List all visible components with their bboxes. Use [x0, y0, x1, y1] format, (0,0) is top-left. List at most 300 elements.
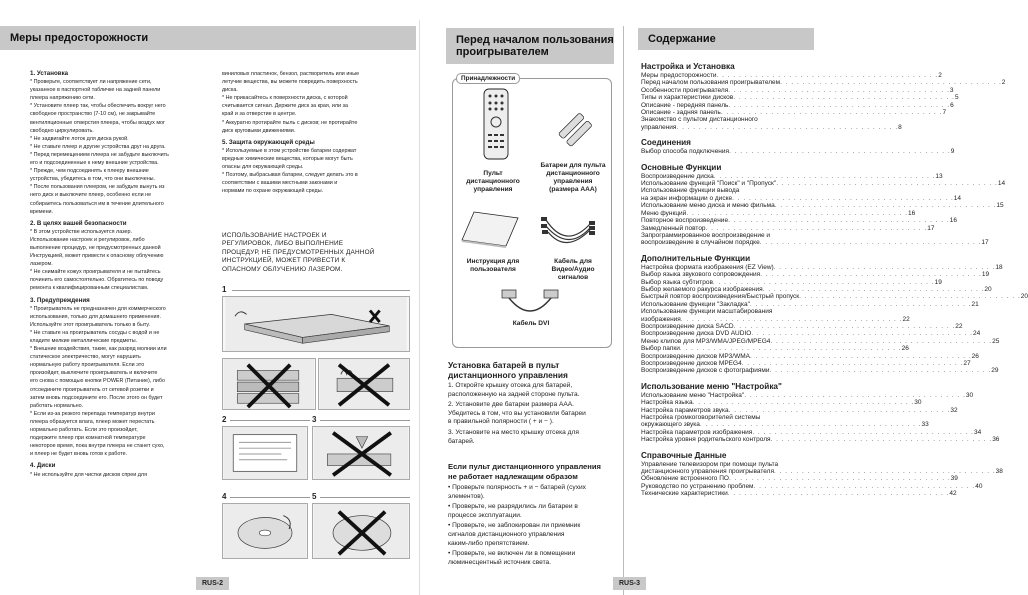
- toc-section-heading: Дополнительные Функции: [641, 253, 751, 263]
- text-line: опасны для окружающей среды.: [222, 164, 304, 171]
- toc-entry-dots: . . . . . . . . . . . . . . . . . . . . . . . . . . . . . . . . . . . . . . . .: [741, 360, 964, 367]
- toc-entry-dots: . . . . . . . . . . . . . . . . . . . . . . . . . . . . . . . . . . . . . . . .: [705, 224, 928, 232]
- toc-entry[interactable]: [641, 116, 811, 123]
- text-line: указанное в паспортной табличке на задней панели: [30, 87, 161, 94]
- toc-entry-title: Меню функций: [641, 209, 687, 217]
- trouble-line: люминесцентный источник света.: [448, 558, 552, 566]
- text-line: плеера образуется влага, плеер может перестать: [30, 418, 155, 425]
- acc-remote-l1: Пульт: [483, 170, 503, 177]
- toc-entry[interactable]: [641, 414, 811, 421]
- warning-line: ПРОЦЕДУР, НЕ ПРЕДУСМОТРЕННЫХ ДАННОЙ: [222, 248, 375, 256]
- text-line: нормально работать. Если это произойдет,: [30, 427, 138, 434]
- toc-entry-dots: . . . . . . . . . . . . . . . . . . . . . . . . . . . . . . . . . . . . . . . .: [762, 285, 985, 293]
- toc-entry[interactable]: [641, 209, 916, 217]
- toc-entry-title: Перед началом пользования проигрывателем: [641, 79, 781, 87]
- toc-entry[interactable]: [641, 421, 929, 429]
- toc-entry[interactable]: [641, 202, 1004, 210]
- figure-5-cleaning-illustration: [312, 503, 410, 559]
- toc-entry-dots: . . . . . . . . . . . . . . . . . . . . . . . . . . . . . . . . . . . . . . . .: [749, 300, 972, 308]
- toc-entry[interactable]: [641, 86, 954, 94]
- toc-entry-title: Настройка параметров изображения: [641, 428, 753, 436]
- toc-entry-page: 22: [902, 315, 910, 323]
- toc-entry-page: 39: [950, 475, 958, 483]
- toc-entry[interactable]: [641, 360, 971, 367]
- toc-entry-dots: . . . . . . . . . . . . . . . . . . . . . . . . . . . . . . . . . . . . . . . .: [728, 217, 950, 225]
- accessory-dvi-label: [492, 320, 570, 328]
- middle-title-line-1: Перед началом пользования: [456, 34, 614, 46]
- toc-entry-page: 14: [997, 180, 1006, 188]
- text-line: Используйте этот проигрыватель только в быту.: [30, 321, 151, 328]
- toc-entry[interactable]: [641, 293, 1028, 301]
- toc-entry-title: Воспроизведение диска DVD AUDIO: [641, 330, 752, 338]
- toc-entry-title: Настройка уровня родительского контроля: [641, 436, 771, 444]
- toc-entry-dots: . . . . . . . . . . . . . . . . . . . . . . . . . . . . . . . . . . . . . . . .: [774, 202, 997, 210]
- figure-1-rule: [232, 290, 410, 291]
- toc-entry-title: Воспроизведение диска SACD: [641, 322, 734, 330]
- text-line: его и подсоединенные к нему внешние устройства.: [30, 160, 159, 167]
- toc-entry-page: 16: [908, 209, 916, 217]
- user-manual-image: [460, 210, 520, 248]
- toc-entry-page: 30: [914, 399, 922, 407]
- toc-entry-page: 5: [954, 94, 959, 102]
- toc-entry-dots: . . . . . . . . . . . . . . . . . . . . . . . . . . . . . . . . . . . . . . . .: [770, 436, 993, 444]
- toc-entry-dots: . . . . . . . . . . . . . . . . . . . . . . . . . . . . . . . . . . . . . . . .: [733, 322, 956, 330]
- toc-entry-title: Знакомство с пультом дистанционного: [641, 116, 758, 124]
- toc-entry-title: Замедленный повтор: [641, 224, 706, 232]
- toc-entry-title: Выбор желаемого ракурса изображения: [641, 285, 763, 293]
- battery-install-title: [448, 360, 616, 380]
- toc-section-heading: Использование меню "Настройка": [641, 381, 782, 391]
- trouble-line: • Проверьте, не включен ли в помещении: [448, 550, 576, 558]
- text-line: * Установите плеер так, чтобы обеспечить вокруг него: [30, 103, 166, 110]
- text-line: диск круговыми движениями.: [222, 127, 296, 134]
- text-line: лазером.: [30, 261, 53, 268]
- toc-entry-page: 15: [996, 202, 1004, 210]
- text-line: Использование настроек и регулировок, либо: [30, 236, 145, 243]
- text-line: подержите плеер при комнатной температуре: [30, 435, 146, 442]
- figure-5-number: 5: [312, 492, 317, 501]
- text-line: считывается сигнал. Держите диск за края, или за: [222, 103, 348, 110]
- toc-entry-title: Воспроизведение дисков MPEG4: [641, 360, 742, 367]
- toc-entry-title: окружающего звука: [641, 421, 700, 429]
- step-line: Убедитесь в том, что вы установили батареи: [448, 409, 586, 417]
- step-line: 3. Установите на место крышку отсека для: [448, 428, 579, 436]
- figure-2-number: 2: [222, 415, 227, 424]
- laser-warning: [222, 232, 412, 274]
- figure-stack-illustration: [222, 358, 316, 410]
- toc-entry-title: Выбор способа подключения: [641, 148, 730, 156]
- toc-entry-page: 17: [927, 224, 935, 232]
- toc-entry-dots: . . . . . . . . . . . . . . . . . . . . . . . . . . . . . . . . . . . . . . . .: [676, 123, 899, 131]
- toc-entry-dots: . . . . . . . . . . . . . . . . . . . . . . . . . . . . . . . . . . . . . . . .: [780, 79, 1002, 87]
- toc-entry[interactable]: [641, 490, 957, 498]
- toc-entry-page: 6: [950, 101, 954, 109]
- text-line: * Используемые в этом устройстве батареи содержат: [222, 147, 357, 154]
- toc-entry-page: 36: [992, 436, 1000, 444]
- text-line: * Перед перемещением плеера не забудьте выключить: [30, 151, 169, 158]
- trouble-title-l1: Если пульт дистанционного управления: [448, 462, 601, 471]
- figure-5-rule: [320, 497, 410, 498]
- text-line: вентиляционные отверстия плеера, чтобы воздух мог: [30, 119, 166, 126]
- text-line: Инструкцией, может привести к опасному облучению: [30, 253, 164, 260]
- text-line: * Поэтому, выбрасывая батареи, следует делать это в: [222, 172, 358, 179]
- dvi-cable-image: [500, 286, 560, 316]
- toc-entry-page: 13: [935, 172, 943, 180]
- acc-bat-l4: (размера AAA): [549, 186, 597, 193]
- text-line: и плеер не будет вновь готов к работе.: [30, 451, 128, 458]
- toc-entry-title: Использование меню "Настройка": [641, 391, 745, 399]
- toc-entry[interactable]: [641, 148, 955, 156]
- toc-entry[interactable]: [641, 315, 910, 323]
- trouble-line: процессе эксплуатации.: [448, 511, 522, 519]
- text-line: край и за отверстие в центре.: [222, 111, 297, 118]
- text-line: * Внешние воздействия, такие, как разряд молнии или: [30, 346, 167, 353]
- toc-entry-dots: . . . . . . . . . . . . . . . . . . . . . . . . . . . . . . . . . . . . . . . .: [776, 180, 998, 188]
- trouble-item: [448, 503, 618, 520]
- figure-2-label-illustration: [222, 426, 308, 480]
- acc-bat-l2: дистанционного: [546, 170, 600, 177]
- remote-control-image: [480, 88, 512, 160]
- toc-entry[interactable]: [641, 278, 942, 286]
- toc-entry[interactable]: [641, 224, 935, 232]
- toc-entry-title: Меры предосторожности: [641, 72, 717, 79]
- trouble-title-l2: не работает надлежащим образом: [448, 472, 578, 481]
- toc-entry-title: Настройка формата изображения (EZ View): [641, 263, 774, 271]
- battery-step: [448, 382, 616, 399]
- toc-entry-title: Выбор языка субтитров: [641, 278, 713, 286]
- av-cable-image: [540, 212, 596, 252]
- acc-bat-l1: Батареи для пульта: [540, 162, 606, 169]
- text-line: устройства, убедитесь в том, что они выключены.: [30, 176, 156, 183]
- accessory-av-cable-label: [534, 258, 612, 282]
- trouble-line: • Проверьте, не заблокирован ли приемник: [448, 522, 581, 530]
- toc-entry-page: 20: [984, 285, 992, 293]
- toc-entry[interactable]: [641, 94, 959, 102]
- toc-entry-page: 34: [973, 428, 982, 436]
- remote-trouble-title: [448, 462, 618, 482]
- warning-line: ИНСТРУКЦИЕЙ, МОЖЕТ ПРИВЕСТИ К: [222, 257, 346, 265]
- toc-entry-title: Быстрый повтор воспроизведения/Быстрый пропуск: [641, 293, 800, 301]
- step-line: 2. Установите две батареи размера ААА.: [448, 401, 574, 409]
- toc-entry-title: Особенности проигрывателя: [641, 86, 729, 94]
- text-line: починить его самостоятельно. Обратитесь по поводу: [30, 277, 164, 284]
- toc-entry-title: Использование функции "Закладка": [641, 300, 750, 308]
- toc-entry-dots: . . . . . . . . . . . . . . . . . . . . . . . . . . . . . . . . . . . . . . . .: [769, 367, 992, 375]
- text-line: диска.: [222, 87, 238, 94]
- toc-entry[interactable]: [641, 79, 1006, 87]
- toc-entry-page: 38: [995, 468, 1003, 476]
- toc-entry-page: 2: [1001, 79, 1006, 87]
- toc-entry-page: 17: [981, 239, 989, 247]
- toc-entry-title: Типы и характеристики дисков: [641, 94, 734, 102]
- acc-av-l1: Кабель для: [554, 258, 592, 265]
- column-divider: [623, 26, 624, 595]
- toc-entry[interactable]: [641, 109, 947, 117]
- toc-section-heading: Справочные Данные: [641, 450, 727, 460]
- toc-entry-page: 19: [981, 271, 990, 279]
- toc-entry-page: 18: [995, 263, 1003, 271]
- acc-man-l1: Инструкция для: [466, 258, 520, 265]
- toc-entry-dots: . . . . . . . . . . . . . . . . . . . . . . . . . . . . . . . . . . . . . . . .: [753, 482, 976, 490]
- toc-entry-dots: . . . . . . . . . . . . . . . . . . . . . . . . . . . . . . . . . . . . . . . .: [712, 278, 935, 286]
- figure-heat-illustration: [318, 358, 410, 410]
- accessory-manual-label: [454, 258, 532, 274]
- toc-entry-title: Настройка языка: [641, 399, 693, 407]
- toc-entry-page: 24: [972, 330, 981, 338]
- toc-entry-dots: . . . . . . . . . . . . . . . . . . . . . . . . . . . . . . . . . . . . . . . .: [744, 391, 966, 399]
- left-page-number: RUS-2: [196, 577, 229, 590]
- accessories-tab-label: Принадлежности: [461, 75, 516, 82]
- text-line: * Не используйте для чистки дисков спреи для: [30, 471, 147, 478]
- middle-header: [446, 28, 614, 64]
- precautions-column-2: [222, 70, 412, 195]
- toc-entry-page: 33: [921, 421, 929, 429]
- text-line: статическое электричество, могут нарушить: [30, 354, 141, 361]
- toc-entry-dots: . . . . . . . . . . . . . . . . . . . . . . . . . . . . . . . . . . . . . . . .: [770, 337, 993, 345]
- toc-entry-title: Воспроизведение дисков MP3/WMA: [641, 352, 750, 360]
- acc-remote-l2: дистанционного: [466, 178, 520, 185]
- toc-entry-dots: . . . . . . . . . . . . . . . . . . . . . . . . . . . . . . . . . . . . . . . .: [727, 490, 950, 498]
- text-line: * Аккуратно протирайте пыль с дисков; не протирайте: [222, 119, 358, 126]
- toc-entry[interactable]: [641, 101, 954, 109]
- step-line: в правильной полярности ( + и − ).: [448, 418, 554, 426]
- toc-entry-title: изображения: [641, 315, 681, 323]
- figure-4-number: 4: [222, 492, 227, 501]
- toc-entry[interactable]: [641, 367, 999, 375]
- toc-entry[interactable]: [641, 308, 811, 315]
- text-line: * Если из-за резкого перепада температур внутри: [30, 410, 155, 417]
- toc-entry-page: 14: [953, 194, 962, 202]
- toc-entry-title: Использование функций "Поиск" и "Пропуск": [641, 180, 777, 188]
- toc-entry-page: 8: [898, 123, 902, 131]
- toc-entry[interactable]: [641, 263, 1003, 271]
- toc-entry[interactable]: [641, 187, 811, 194]
- toc-entry-title: Руководство по устранению проблем: [641, 482, 754, 490]
- toc-entry-page: 20: [1020, 293, 1028, 301]
- toc-entry-dots: . . . . . . . . . . . . . . . . . . . . . . . . . . . . . . . . . . . . . . . .: [728, 101, 951, 109]
- text-line: затем вновь подсоедините его. После этого он будет: [30, 394, 163, 401]
- section-title: 3. Предупреждения: [30, 296, 90, 304]
- toc-entry-title: Использование функции масштабирования: [641, 308, 773, 316]
- text-line: виниловых пластинок, бензол, растворитель или иные: [222, 71, 360, 77]
- toc-entry[interactable]: [641, 482, 983, 490]
- text-line: * Прежде, чем подсоединять к плееру внешние: [30, 168, 149, 175]
- toc-entry-dots: . . . . . . . . . . . . . . . . . . . . . . . . . . . . . . . . . . . . . . . .: [732, 194, 954, 202]
- toc-entry-title: Запрограммированное воспроизведение и: [641, 231, 771, 239]
- battery-step: [448, 429, 616, 446]
- text-line: соответствии с вашими местными законами и: [222, 180, 338, 187]
- trouble-line: сигналов дистанционного управления: [448, 530, 565, 538]
- text-line: его снова с помощью кнопки POWER (Питание), либо: [30, 378, 165, 385]
- left-page-header: [0, 26, 416, 50]
- precautions-column-1: [30, 70, 220, 479]
- toc-entry-page: 32: [950, 406, 958, 414]
- table-of-contents: [641, 62, 1028, 498]
- text-line: выполнение процедур, не предусмотренных данной: [30, 244, 161, 251]
- toc-entry-title: Повторное воспроизведение: [641, 217, 729, 225]
- text-line: летучие вещества, вы можете повредить поверхность: [222, 79, 358, 86]
- toc-entry-title: Описание - задняя панель: [641, 109, 721, 117]
- toc-entry-dots: . . . . . . . . . . . . . . . . . . . . . . . . . . . . . . . . . . . . . . . .: [733, 94, 955, 102]
- toc-entry-dots: . . . . . . . . . . . . . . . . . . . . . . . . . . . . . . . . . . . . . . . .: [752, 428, 974, 436]
- step-line: расположенную на задней стороне пульта.: [448, 390, 580, 398]
- toc-entry-dots: . . . . . . . . . . . . . . . . . . . . . . . . . . . . . . . . . . . . . . . .: [728, 86, 950, 94]
- trouble-item: [448, 550, 618, 567]
- toc-entry[interactable]: [641, 172, 943, 180]
- text-line: свободно циркулировать.: [30, 127, 94, 134]
- accessories-tab: [456, 73, 520, 84]
- accessory-remote-label: [456, 170, 530, 194]
- toc-entry-dots: . . . . . . . . . . . . . . . . . . . . . . . . . . . . . . . . . . . . . . . .: [686, 209, 908, 217]
- toc-entry-title: Описание - передняя панель: [641, 101, 729, 109]
- toc-entry-page: 9: [950, 148, 955, 156]
- section-title: 4. Диски: [30, 462, 56, 470]
- toc-entry-page: 19: [934, 278, 942, 286]
- toc-entry-title: Обновление встроенного ПО: [641, 475, 729, 483]
- text-line: собираетесь пользоваться им в течение длительного: [30, 200, 164, 207]
- trouble-item: [448, 522, 618, 548]
- toc-entry-title: Выбор папки: [641, 345, 680, 353]
- toc-entry-title: Технические характеристики: [641, 490, 728, 498]
- middle-title-line-2: проигрывателем: [456, 46, 549, 58]
- toc-entry[interactable]: [641, 239, 989, 247]
- trouble-line: • Проверьте полярность + и − батарей (сухих: [448, 484, 586, 491]
- section-title: 1. Установка: [30, 70, 69, 77]
- toc-entry[interactable]: [641, 180, 1006, 188]
- toc-entry-page: 30: [965, 391, 974, 399]
- toc-entry[interactable]: [641, 406, 958, 414]
- toc-entry[interactable]: [641, 72, 942, 79]
- toc-entry-page: 7: [942, 109, 947, 117]
- text-line: нормами по охране окружающей среды.: [222, 188, 324, 195]
- toc-entry-dots: . . . . . . . . . . . . . . . . . . . . . . . . . . . . . . . . . . . . . . . .: [749, 352, 972, 360]
- toc-entry-page: 26: [901, 345, 909, 353]
- text-line: нормальную работу проигрывателя. Если это: [30, 362, 145, 369]
- bat-title-l1: Установка батарей в пульт: [448, 360, 560, 370]
- toc-entry-title: управления: [641, 123, 677, 131]
- figure-1-placement-illustration: [222, 296, 410, 352]
- text-line: произойдет, выключите проигрыватель и включите: [30, 370, 158, 377]
- toc-section-heading: Настройка и Установка: [641, 62, 735, 71]
- toc-entry[interactable]: [641, 322, 963, 330]
- text-line: * Не прикасайтесь к поверхности диска, с которой: [222, 95, 348, 102]
- toc-entry[interactable]: [641, 194, 962, 202]
- text-line: некоторое время, пока внутри плеера не станет сухо,: [30, 443, 165, 450]
- toc-entry-page: 42: [949, 490, 957, 498]
- toc-entry-dots: . . . . . . . . . . . . . . . . . . . . . . . . . . . . . . . . . . . . . . . .: [716, 72, 939, 79]
- figure-3-water-illustration: [312, 426, 410, 480]
- toc-entry-page: 3: [949, 86, 954, 94]
- section-title: 5. Защита окружающей среды: [222, 138, 315, 146]
- toc-entry-title: Воспроизведение диска: [641, 172, 714, 180]
- toc-entry-title: Управление телевизором при помощи пульта: [641, 460, 779, 468]
- toc-entry[interactable]: [641, 475, 958, 483]
- toc-entry[interactable]: [641, 461, 811, 468]
- figure-3-rule: [320, 420, 410, 421]
- toc-entry-title: Настройка параметров звука: [641, 406, 729, 414]
- toc-entry-title: на экран информации о диске: [641, 194, 733, 202]
- acc-av-l3: сигналов: [557, 274, 589, 281]
- text-line: свободное пространство (7-10 см), не закрывайте: [30, 111, 156, 118]
- figure-1-number: 1: [222, 285, 227, 294]
- warning-line: РЕГУЛИРОВОК, ЛИБО ВЫПОЛНЕНИЕ: [222, 240, 344, 248]
- acc-bat-l3: управления: [553, 178, 593, 185]
- toc-entry-title: воспроизведение в случайном порядке: [641, 239, 760, 247]
- toc-entry-page: 26: [971, 352, 979, 360]
- battery-step: [448, 401, 616, 427]
- toc-title: Содержание: [648, 33, 716, 45]
- toc-header: [638, 28, 814, 50]
- toc-entry-page: 21: [971, 300, 979, 308]
- toc-entry[interactable]: [641, 345, 909, 353]
- figure-4-rule: [230, 497, 310, 498]
- toc-entry-page: 29: [991, 367, 999, 375]
- text-line: плеера напряжению сети.: [30, 95, 95, 102]
- toc-entry-title: дистанционного управления проигрывателя: [641, 468, 774, 476]
- trouble-line: элементов).: [448, 492, 485, 500]
- text-line: времени.: [30, 208, 54, 215]
- toc-entry[interactable]: [641, 436, 1000, 444]
- acc-av-l2: Видео/Аудио: [551, 266, 595, 273]
- accessory-batteries-label: [532, 162, 614, 194]
- text-line: * В этом устройстве используется лазер.: [30, 228, 133, 235]
- toc-entry-dots: . . . . . . . . . . . . . . . . . . . . . . . . . . . . . . . . . . . . . . . .: [729, 148, 951, 156]
- toc-entry-dots: . . . . . . . . . . . . . . . . . . . . . . . . . . . . . . . . . . . . . . . .: [692, 399, 915, 407]
- text-line: него диск и выключите плеер, особенно если не: [30, 192, 152, 199]
- toc-entry-dots: . . . . . . . . . . . . . . . . . . . . . . . . . . . . . . . . . . . . . . . .: [679, 345, 902, 353]
- figure-4-disc-illustration: [222, 503, 308, 559]
- toc-entry-dots: . . . . . . . . . . . . . . . . . . . . . . . . . . . . . . . . . . . . . . . .: [720, 109, 943, 117]
- toc-entry-dots: . . . . . . . . . . . . . . . . . . . . . . . . . . . . . . . . . . . . . . . .: [773, 468, 996, 476]
- trouble-line: • Проверьте, не разрядились ли батареи в: [448, 503, 578, 511]
- toc-entry-page: 27: [963, 360, 971, 367]
- text-line: * Не ставьте на проигрыватель сосуды с водой и не: [30, 329, 160, 336]
- toc-entry-dots: . . . . . . . . . . . . . . . . . . . . . . . . . . . . . . . . . . . . . . . .: [799, 293, 1021, 301]
- text-line: работать нормально.: [30, 402, 84, 409]
- text-line: * Проигрыватель не предназначен для коммерческого: [30, 305, 166, 312]
- text-line: ремонта к квалифицированным специалистам.: [30, 285, 149, 292]
- toc-entry-dots: . . . . . . . . . . . . . . . . . . . . . . . . . . . . . . . . . . . . . . . .: [713, 172, 936, 180]
- toc-entry-title: Использование функции вывода: [641, 187, 740, 195]
- toc-entry[interactable]: [641, 271, 990, 279]
- acc-remote-l3: управления: [473, 186, 513, 193]
- batteries-image: [558, 114, 594, 144]
- text-line: использования, только для домашнего применения.: [30, 313, 161, 320]
- toc-entry-page: 25: [992, 337, 1000, 345]
- toc-entry-page: 2: [938, 72, 942, 79]
- text-line: * Проверьте, соответствует ли напряжение сети,: [30, 79, 152, 86]
- battery-install-steps: [448, 382, 616, 448]
- text-line: кладите мелкие металлические предметы.: [30, 338, 138, 344]
- acc-man-l2: пользователя: [470, 266, 516, 273]
- toc-entry[interactable]: [641, 123, 902, 131]
- text-line: отсоедините проигрыватель от сетевой розетки и: [30, 386, 154, 393]
- text-line: * Не ставьте плеер и другие устройства друг на друга.: [30, 143, 166, 150]
- toc-section-heading: Соединения: [641, 138, 691, 148]
- toc-entry-dots: . . . . . . . . . . . . . . . . . . . . . . . . . . . . . . . . . . . . . . . .: [759, 239, 982, 247]
- trouble-item: [448, 484, 618, 501]
- toc-entry[interactable]: [641, 352, 979, 360]
- toc-entry[interactable]: [641, 399, 922, 407]
- toc-entry-title: Воспроизведение дисков с фотографиями: [641, 367, 770, 375]
- text-line: * Не задвигайте лоток для диска рукой.: [30, 135, 129, 142]
- toc-entry[interactable]: [641, 217, 957, 225]
- page-divider: [419, 20, 420, 595]
- acc-dvi-l1: Кабель DVI: [512, 320, 550, 327]
- toc-entry-title: Настройка громкоговорителей системы: [641, 414, 761, 422]
- step-line: 1. Откройте крышку отсека для батарей,: [448, 382, 573, 389]
- toc-entry[interactable]: [641, 330, 981, 338]
